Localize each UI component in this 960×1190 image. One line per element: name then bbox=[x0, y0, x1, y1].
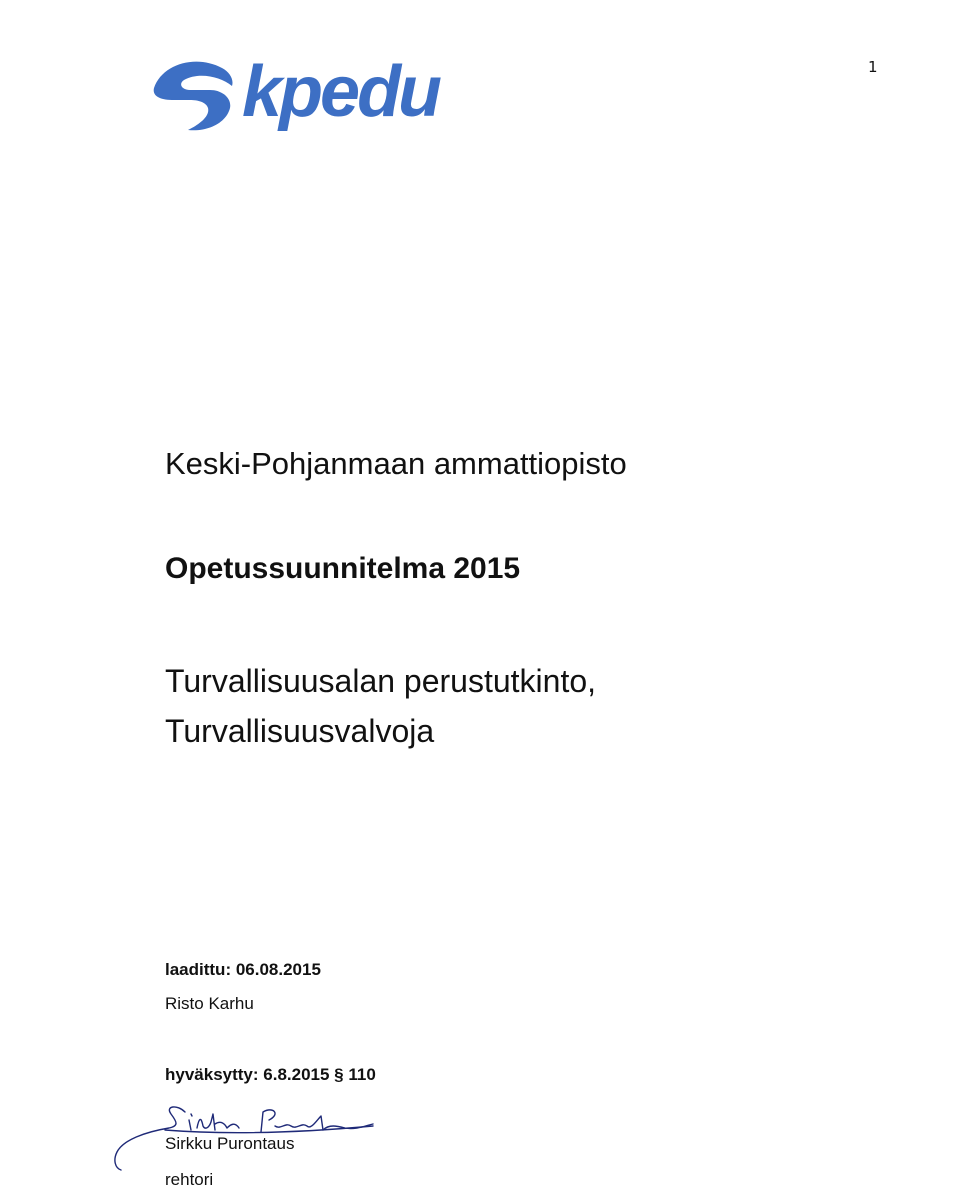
signer-name: Sirkku Purontaus bbox=[165, 1134, 295, 1153]
logo-wordmark: kpedu bbox=[242, 52, 440, 132]
kpedu-swirl-icon bbox=[148, 50, 448, 140]
kpedu-logo bbox=[148, 50, 448, 140]
degree-line: Turvallisuusalan perustutkinto, bbox=[165, 663, 597, 699]
organization-name: Keski-Pohjanmaan ammattiopisto bbox=[165, 446, 627, 481]
signer-title: rehtori bbox=[165, 1170, 214, 1189]
approval-date: hyväksytty: 6.8.2015 § 110 bbox=[165, 1065, 376, 1084]
degree-line: Turvallisuusvalvoja bbox=[165, 713, 435, 749]
prepared-date: laadittu: 06.08.2015 bbox=[165, 960, 321, 979]
page-number: 1 bbox=[868, 58, 878, 76]
prepared-by: Risto Karhu bbox=[165, 994, 254, 1013]
degree-title bbox=[165, 656, 596, 756]
document-title: Opetussuunnitelma 2015 bbox=[165, 552, 521, 585]
